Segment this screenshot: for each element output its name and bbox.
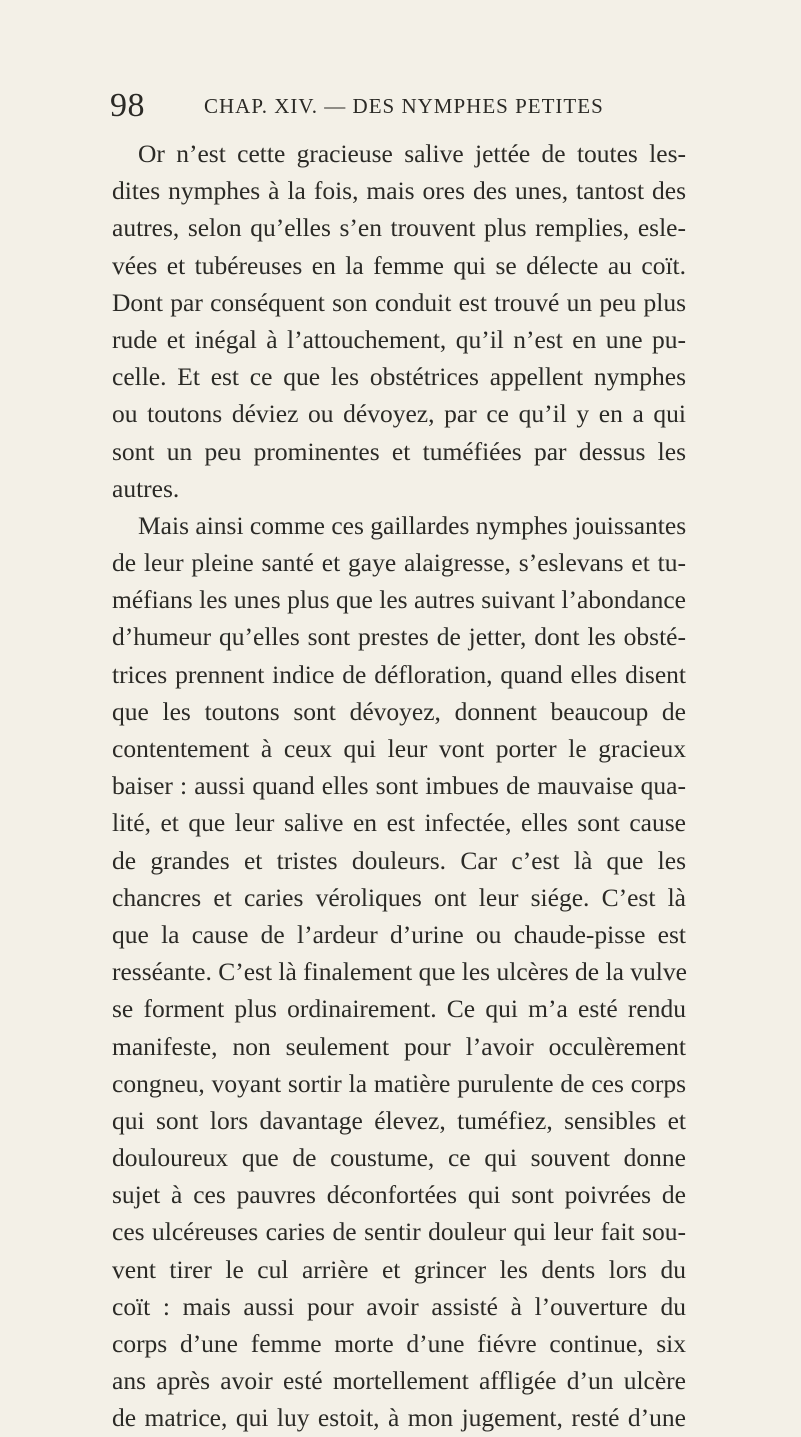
text-line: resséante. C’est là finalement que les ulcères de la vulve (112, 957, 687, 987)
text-line: de grandes et tristes douleurs. Car c’est là que les (112, 845, 686, 875)
text-line: contentement à ceux qui leur vont porter le gracieux (112, 734, 686, 763)
text-line: Mais ainsi comme ces gaillardes nymphes jouissantes (138, 510, 687, 540)
text-line: douloureux que de coustume, ce qui souvent donne (112, 1143, 686, 1173)
text-line: ces ulcéreuses caries de sentir douleur qui leur fait sou- (112, 1217, 686, 1247)
text-line: rude et inégal à l’attouchement, qu’il n’est en une pu- (112, 324, 686, 354)
text-line: celle. Et est ce que les obstétrices appellent nymphes (112, 362, 686, 392)
text-line: Or n’est cette gracieuse salive jettée de toutes les- (138, 139, 686, 168)
text-line: manifeste, non seulement pour l’avoir occulèrement (112, 1031, 686, 1061)
text-line: vées et tubéreuses en la femme qui se délecte au coït. (112, 250, 686, 280)
body-text (112, 135, 686, 1437)
text-line: corps d’une femme morte d’une fiévre continue, six (112, 1329, 686, 1358)
text-line: se forment plus ordinairement. Ce qui m’a esté rendu (112, 994, 686, 1024)
text-line: d’humeur qu’elles sont prestes de jetter, dont les obsté- (112, 622, 686, 652)
text-line: dites nymphes à la fois, mais ores des unes, tantost des (112, 176, 686, 206)
page-header (110, 88, 710, 124)
text-line: qui sont lors davantage élevez, tuméfiez, sensibles et (112, 1105, 686, 1135)
text-line: autres, selon qu’elles s’en trouvent plus remplies, esle- (112, 213, 686, 243)
text-line: chancres et caries véroliques ont leur siége. C’est là (112, 882, 686, 912)
text-line: de matrice, qui luy estoit, à mon jugement, resté d’une (112, 1403, 686, 1433)
page-number: 98 (110, 87, 145, 124)
running-head: CHAP. XIV. — DES NYMPHES PETITES (204, 94, 604, 118)
text-line: méfians les unes plus que les autres suivant l’abondance (112, 585, 686, 615)
text-line: baiser : aussi quand elles sont imbues de mauvaise qua- (112, 771, 686, 801)
text-line: vent tirer le cul arrière et grincer les dents lors du (112, 1254, 686, 1284)
text-line: que les toutons sont dévoyez, donnent beaucoup de (112, 696, 686, 726)
text-line: trices prennent indice de défloration, quand elles disent (112, 659, 686, 689)
text-line: lité, et que leur salive en est infectée, elles sont cause (112, 808, 686, 838)
text-line: sujet à ces pauvres déconfortées qui sont poivrées de (112, 1180, 686, 1210)
text-line: congneu, voyant sortir la matière purulente de ces corps (112, 1068, 686, 1098)
text-line: que la cause de l’ardeur d’urine ou chaude-pisse est (112, 919, 686, 949)
text-line: coït : mais aussi pour avoir assisté à l’ouverture du (112, 1291, 686, 1321)
text-line: sont un peu prominentes et tuméfiées par dessus les (112, 436, 686, 466)
text-line: Dont par conséquent son conduit est trouvé un peu plus (112, 287, 686, 317)
text-line: ans après avoir esté mortellement affligée d’un ulcère (112, 1366, 686, 1396)
text-line: de leur pleine santé et gaye alaigresse, s’eslevans et tu- (112, 548, 686, 578)
text-line: autres. (112, 473, 180, 503)
text-line: ou toutons déviez ou dévoyez, par ce qu’il y en a qui (112, 399, 686, 429)
